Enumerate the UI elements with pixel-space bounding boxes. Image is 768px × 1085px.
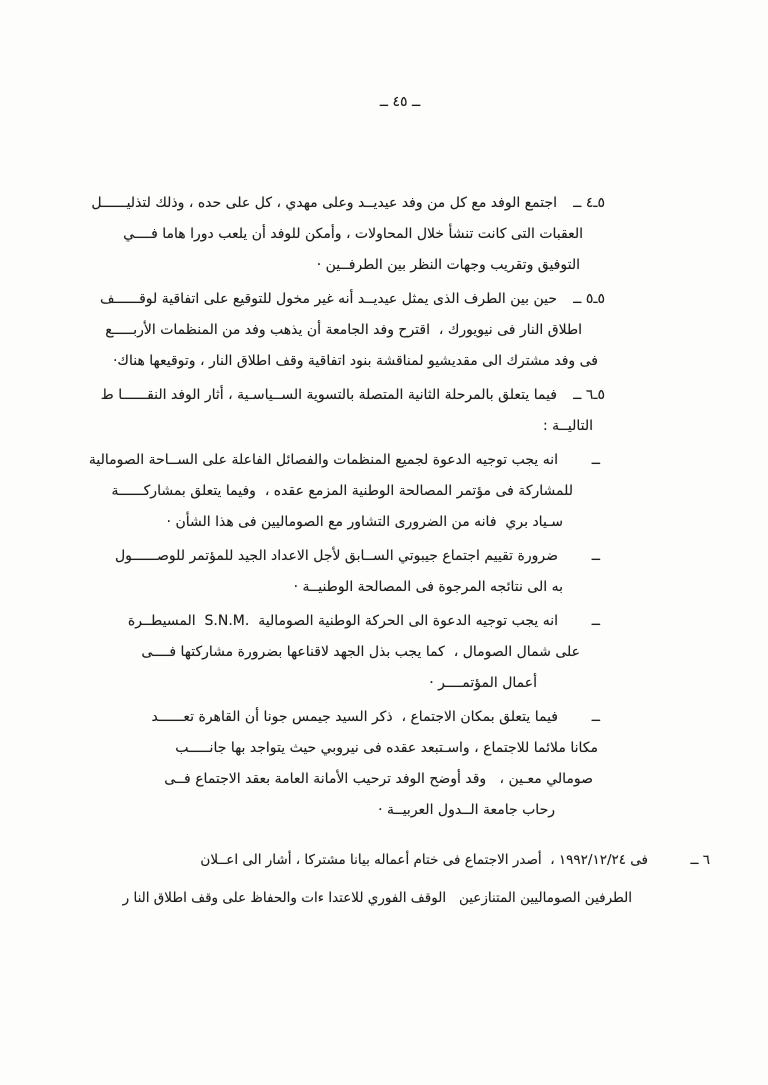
- bullet-line: رحاب جامعة الــدول العربيــة ·: [378, 802, 555, 818]
- bullet-dash: ــ: [591, 709, 600, 725]
- paragraph-first-line: [85, 380, 605, 411]
- bullet-item: [85, 541, 600, 603]
- paragraph-first-line: [85, 284, 605, 315]
- paragraph-number: ٥ـ٥ ــ: [573, 291, 605, 307]
- bullet-dash: ــ: [591, 452, 600, 468]
- bullet-line: فيما يتعلق بمكان الاجتماع ، ذكر السيد جيمس جونا أن القاهرة تعــــــد: [151, 709, 558, 725]
- bullet-line: صومالي معـين ، وقد أوضح الوفد ترحيب الأمانة العامة بعقد الاجتماع فــى: [164, 771, 593, 787]
- paragraph-line: التاليــة :: [542, 418, 593, 434]
- paragraph-line: التوفيق وتقريب وجهات النظر بين الطرفــين ·: [316, 257, 580, 273]
- bullet-line: للمشاركة فى مؤتمر المصالحة الوطنية المزمع عقده ، وفيما يتعلق بمشاركــــــة: [111, 483, 573, 499]
- bullet-first-line: [85, 606, 600, 637]
- bullet-line: على شمال الصومال ، كما يجب بذل الجهد لاقناعها بضرورة مشاركتها فــــى: [141, 644, 580, 660]
- bullet-first-line: [85, 541, 600, 572]
- paragraph-line: اجتمع الوفد مع كل من وفد عيديــد وعلى مهدي ، كل على حده ، وذلك لتذليــــــل: [91, 195, 557, 211]
- paragraph-line: فيما يتعلق بالمرحلة الثانية المتصلة بالتسوية الســياسـية ، أثار الوفد النقــــــا ط: [100, 387, 557, 403]
- bullet-line: انه يجب توجيه الدعوة الى الحركة الوطنية الصومالية ‎S.N.M.‎ المسيطــرة: [127, 613, 558, 629]
- bullet-first-line: [85, 445, 600, 476]
- paragraph-line: حين بين الطرف الذى يمثل عيديــد أنه غير مخول للتوقيع على اتفاقية لوقــــــف: [100, 291, 557, 307]
- bullet-dash: ــ: [591, 548, 600, 564]
- bullet-line: به الى نتائجه المرجوة فى المصالحة الوطنيــة ·: [293, 579, 563, 595]
- page-number: ــ ٤٥ ــ: [379, 94, 421, 110]
- numbered-paragraph: [85, 380, 605, 442]
- paragraph-first-line: [85, 188, 605, 219]
- footnote-first-line: [85, 841, 710, 879]
- paragraph-line: اطلاق النار فى نيويورك ، اقترح وفد الجامعة أن يذهب وفد من المنظمات الأربـــــع: [105, 322, 582, 338]
- paragraph-number: ٥ـ٤ ــ: [573, 195, 605, 211]
- footnote-line: فى ١٩٩٢/١٢/٢٤ ، أصدر الاجتماع فى ختام أعماله بيانا مشتركا ، أشار الى اعــلان: [200, 852, 648, 868]
- footnote-number: ٦ ــ: [690, 852, 710, 868]
- numbered-paragraph: [85, 284, 605, 377]
- bullet-line: ضرورة تقييم اجتماع جيبوتي الســابق لأجل الاعداد الجيد للمؤتمر للوصــــــول: [114, 548, 558, 564]
- bullet-dash: ــ: [591, 613, 600, 629]
- paragraph-line: العقبات التى كانت تنشأ خلال المحاولات ، وأمكن للوفد أن يلعب دورا هاما فــــي: [123, 226, 583, 242]
- numbered-paragraph: [85, 188, 605, 281]
- bullet-first-line: [85, 702, 600, 733]
- document-body: [85, 188, 710, 920]
- bullet-item: [85, 606, 600, 699]
- paragraph-line: فى وفد مشترك الى مقديشيو لمناقشة بنود اتفاقية وقف اطلاق النار ، وتوقيعها هناك·: [112, 353, 598, 369]
- bullet-item: [85, 445, 600, 538]
- bullet-line: مكانا ملائما للاجتماع ، واسـتبعد عقده فى نيروبي حيث يتواجد بها جانـــــب: [175, 740, 598, 756]
- footnote: [85, 841, 710, 917]
- paragraph-number: ٥ـ٦ ــ: [573, 387, 605, 403]
- footnote-line: الطرفين الصوماليين المتنازعين الوقف الفوري للاعتدا ءات والحفاظ على وقف اطلاق النا ر: [122, 890, 632, 906]
- bullet-line: سـياد بري فانه من الضرورى التشاور مع الصوماليين فى هذا الشأن ·: [166, 514, 563, 530]
- bullet-item: [85, 702, 600, 826]
- bullet-line: انه يجب توجيه الدعوة لجميع المنظمات والفصائل الفاعلة على الســاحة الصومالية: [88, 452, 558, 468]
- bullet-line: أعمال المؤتمــــر ·: [429, 675, 537, 691]
